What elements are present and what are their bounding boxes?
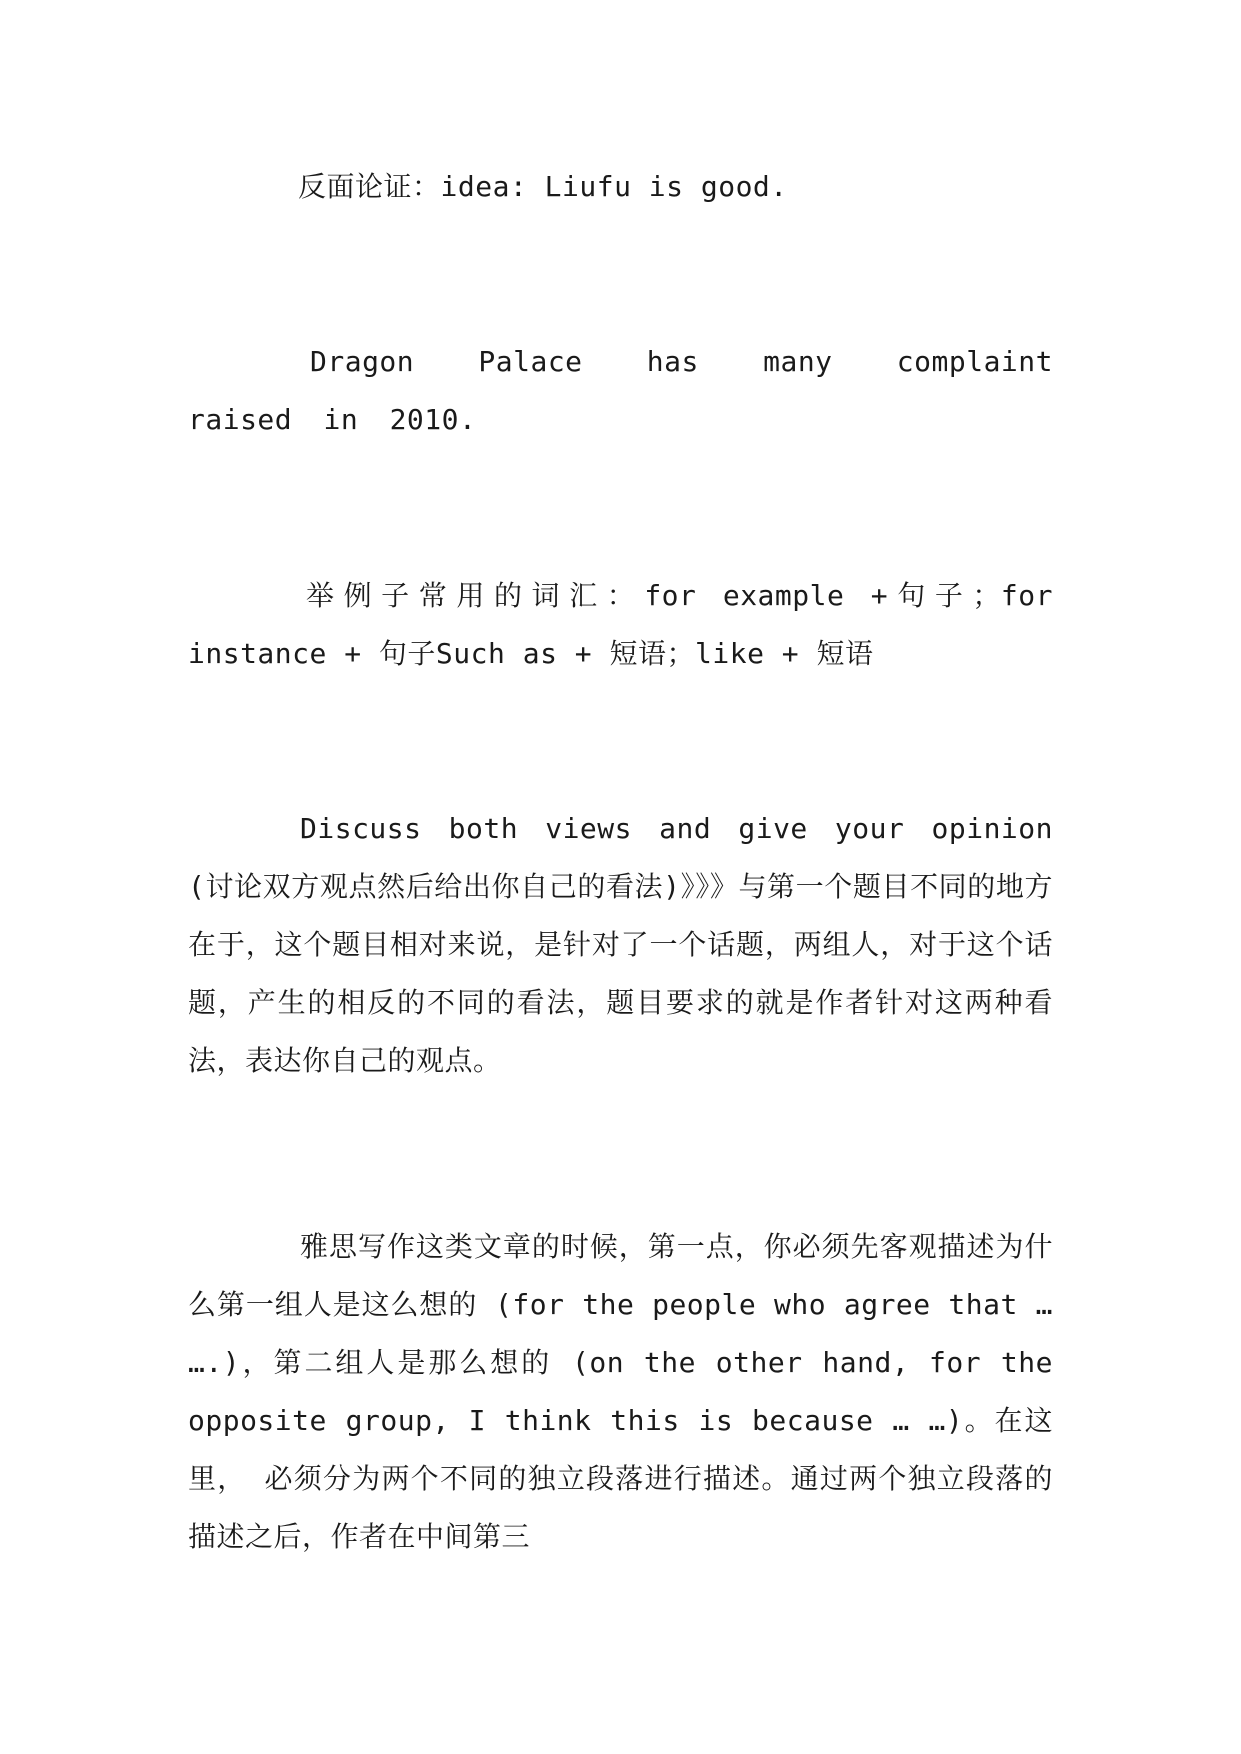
paragraph-discuss-both-views: Discuss both views and give your opinion (讨论双方观点然后给出你自己的看法)》》》与第一个题目不同的地方在于，这个题目相对来说，是针对了一个话题，两组人，对于这个话题，产生的相反的不同的看法，题目要求的就是作者针对这两种看法，表达你自己的观点。 (188, 812, 1053, 1077)
paragraph-counter-argument: 反面论证：idea: Liufu is good. (298, 170, 788, 203)
paragraph-dragon-palace: Dragon Palace has many complaint raised in 2010. (188, 345, 1053, 436)
paragraph-ielts-writing: 雅思写作这类文章的时候，第一点，你必须先客观描述为什么第一组人是这么想的 (for the people who agree that … ….)，第二组人是那么想的 (on the other hand, for the opposite group, I think this is because … …)。在这里， 必须分为两个不同的独立段落进行描述。通过两个独立段落的描述之后，作者在中间第三 (188, 1230, 1053, 1553)
paragraph-example-vocabulary: 举例子常用的词汇：for example +句子；for instance + 句子Such as + 短语；like + 短语 (188, 579, 1053, 670)
